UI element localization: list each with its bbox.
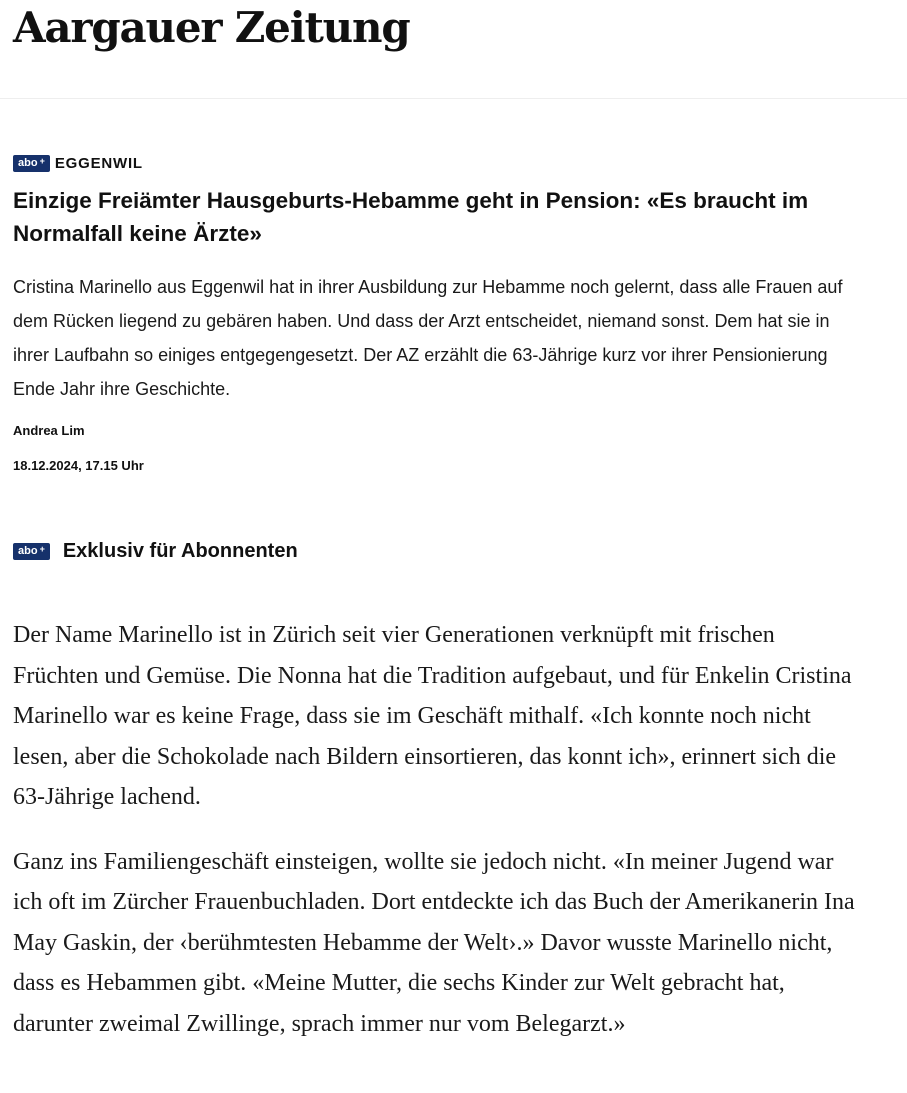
abo-plus-badge (13, 155, 50, 172)
exclusive-notice (13, 538, 867, 564)
article-paragraph: Ganz ins Familiengeschäft einsteigen, wollte sie jedoch nicht. «In meiner Jugend war ich oft im Zürcher Frauenbuchladen. Dort entdeckte ich das Buch der Amerikanerin Ina May Gaskin, der ‹berühmtesten Hebamme der Welt›.» Davor wusste Marinello nicht, dass es Hebammen gibt. «Meine Mutter, die sechs Kinder zur Welt gebracht hat, darunter zweimal Zwillinge, sprach immer nur vom Belegarzt.» (13, 848, 855, 1037)
abo-badge-plus: + (39, 543, 45, 554)
article (0, 152, 907, 1044)
kicker-row (13, 152, 867, 174)
article-kicker[interactable]: EGGENWIL (54, 154, 143, 172)
article-author[interactable]: Andrea Lim (13, 423, 85, 438)
article-date: 18.12.2024, 17.15 Uhr (13, 458, 144, 473)
site-logo[interactable]: Aargauer Zeitung (13, 3, 410, 52)
site-header (0, 0, 907, 99)
article-lead: Cristina Marinello aus Eggenwil hat in ihrer Ausbildung zur Hebamme noch gelernt, dass alle Frauen auf dem Rücken liegend zu gebären haben. Und dass der Arzt entscheidet, niemand sonst. Dem hat sie in ihrer Laufbahn so einiges entgegengesetzt. Der AZ erzählt die 63-Jährige kurz vor ihrer Pensionierung Ende Jahr ihre Geschichte. (13, 277, 843, 399)
article-headline: Einzige Freiämter Hausgeburts-Hebamme geht in Pension: «Es braucht im Normalfall keine Ärzte» (13, 188, 809, 246)
article-paragraph: Der Name Marinello ist in Zürich seit vier Generationen verknüpft mit frischen Früchten und Gemüse. Die Nonna hat die Tradition aufgebaut, und für Enkelin Cristina Marinello war es keine Frage, dass sie im Geschäft mithalf. «Ich konnte noch nicht lesen, aber die Schokolade nach Bildern einsortieren, das konnt ich», erinnert sich die 63-Jährige lachend. (13, 622, 852, 810)
abo-plus-badge-exclusive (13, 543, 50, 560)
abo-badge-label: abo (18, 544, 38, 557)
abo-badge-label: abo (18, 156, 38, 169)
exclusive-label: Exklusiv für Abonnenten (62, 539, 298, 562)
abo-badge-plus: + (39, 155, 45, 166)
